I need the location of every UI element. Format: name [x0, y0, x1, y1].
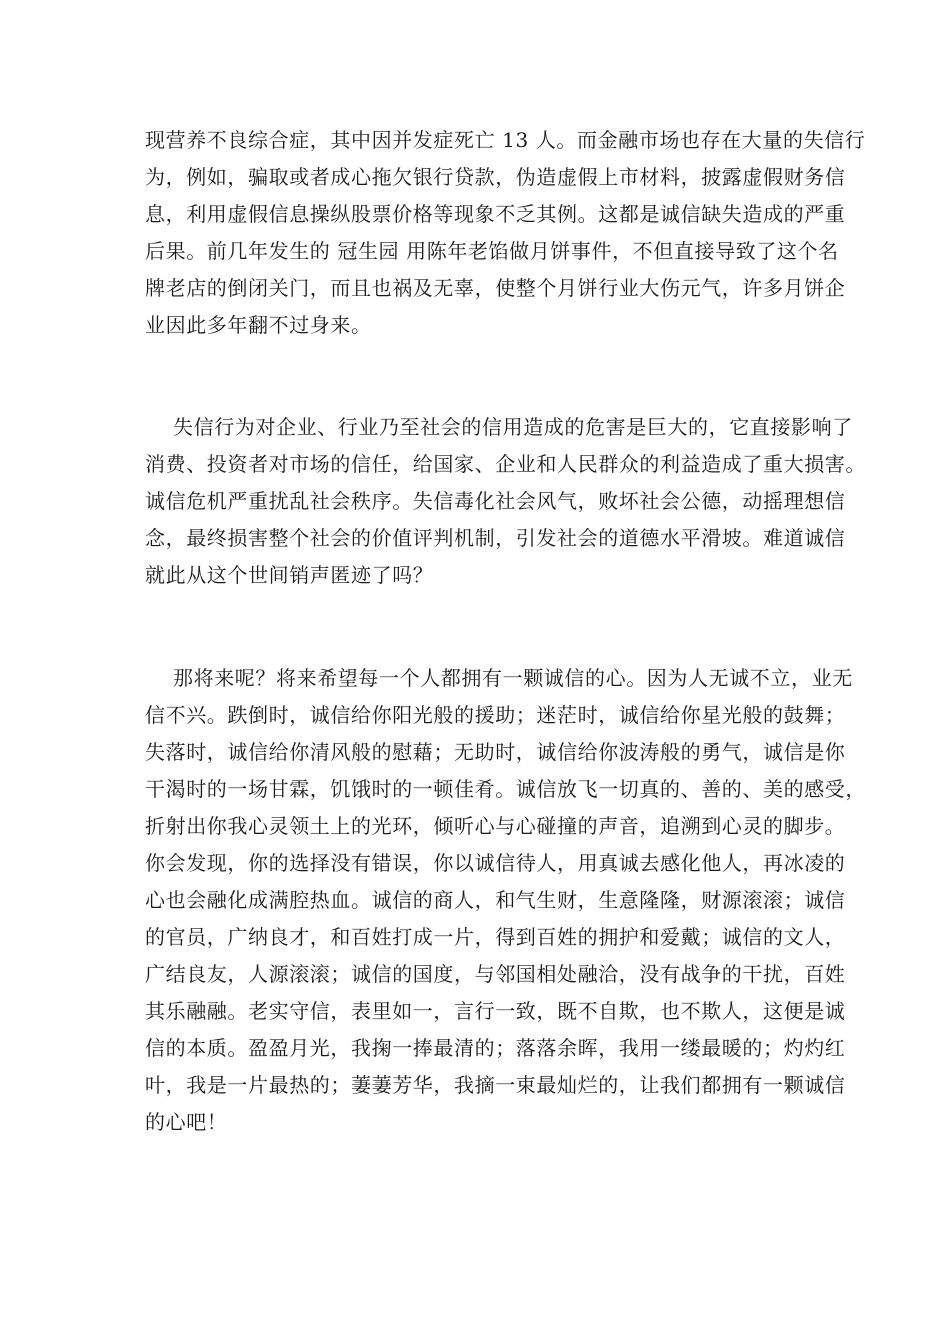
text-line: 息，利用虚假信息操纵股票价格等现象不乏其例。这都是诚信缺失造成的严重: [145, 202, 846, 226]
text-line: 失落时，诚信给你清风般的慰藉；无助时，诚信给你波涛般的勇气，诚信是你: [145, 740, 846, 764]
text-line: 信不兴。跌倒时，诚信给你阳光般的援助；迷茫时，诚信给你星光般的鼓舞；: [145, 703, 846, 727]
text-line: 干渴时的一场甘霖，饥饿时的一顿佳肴。诚信放飞一切真的、善的、美的感受，: [145, 777, 866, 801]
text-line: 牌老店的倒闭关门，而且也祸及无辜，使整个月饼行业大伤元气，许多月饼企: [145, 276, 846, 300]
text-line: 业因此多年翻不过身来。: [145, 313, 372, 337]
text-line: 后果。前几年发生的 冠生园 用陈年老馅做月饼事件，不但直接导致了这个名: [145, 239, 839, 263]
text-line: 念，最终损害整个社会的价值评判机制，引发社会的道德水平滑坡。难道诚信: [145, 526, 846, 550]
text-line: 就此从这个世间销声匿迹了吗？: [145, 563, 434, 587]
text-line: 叶，我是一片最热的；萋萋芳华，我摘一束最灿烂的，让我们都拥有一颗诚信: [145, 1073, 846, 1097]
text-line: 折射出你我心灵领土上的光环，倾听心与心碰撞的声音，追溯到心灵的脚步。: [145, 814, 846, 838]
text-line: 那将来呢？将来希望每一个人都拥有一颗诚信的心。因为人无诚不立，业无: [173, 666, 853, 690]
text-line: 现营养不良综合症，其中因并发症死亡 13 人。而金融市场也存在大量的失信行: [145, 128, 866, 152]
text-line: 心也会融化成满腔热血。诚信的商人，和气生财，生意隆隆，财源滚滚；诚信: [145, 888, 846, 912]
text-line: 广结良友，人源滚滚；诚信的国度，与邻国相处融洽，没有战争的干扰，百姓: [145, 962, 846, 986]
text-line: 你会发现，你的选择没有错误，你以诚信待人，用真诚去感化他人，再冰凌的: [145, 851, 846, 875]
text-line: 为，例如，骗取或者成心拖欠银行贷款，伪造虚假上市材料，披露虚假财务信: [145, 165, 846, 189]
text-line: 失信行为对企业、行业乃至社会的信用造成的危害是巨大的，它直接影响了: [173, 415, 853, 439]
text-line: 诚信危机严重扰乱社会秩序。失信毒化社会风气，败坏社会公德，动摇理想信: [145, 489, 846, 513]
text-line: 信的本质。盈盈月光，我掬一捧最清的；落落余晖，我用一缕最暖的；灼灼红: [145, 1036, 846, 1060]
text-line: 其乐融融。老实守信，表里如一，言行一致，既不自欺，也不欺人，这便是诚: [145, 999, 846, 1023]
text-line: 消费、投资者对市场的信任，给国家、企业和人民群众的利益造成了重大损害。: [145, 452, 866, 476]
text-line: 的心吧！: [145, 1110, 228, 1134]
text-line: 的官员，广纳良才，和百姓打成一片，得到百姓的拥护和爱戴；诚信的文人，: [145, 925, 846, 949]
